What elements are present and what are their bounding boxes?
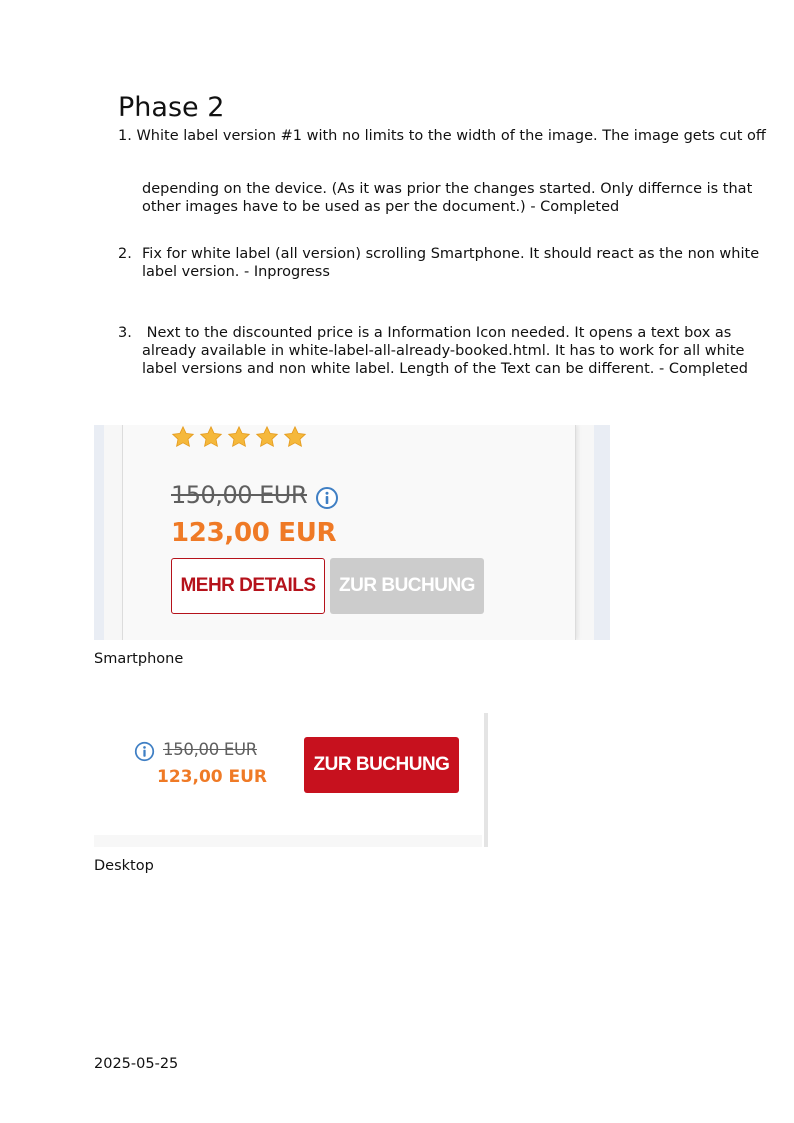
screenshot-edge [576,425,594,640]
old-price: 150,00 EUR [163,740,257,759]
page-heading: Phase 2 [118,92,225,123]
screenshot-edge [94,835,482,847]
list-item-1-text: White label version #1 with no limits to the width of the image. The image gets cut off [136,128,766,144]
info-icon[interactable] [134,741,155,762]
more-details-button[interactable]: MEHR DETAILS [171,558,325,614]
list-item-3-text: Next to the discounted price is a Information Icon needed. It opens a text box as already available in white-label-all-already-booked.html. It has to work for all white label versions and non white label. Length of the Text can be different. - Completed [142,325,750,377]
list-item-1-number: 1. [118,128,132,144]
rating-stars [171,425,307,449]
smartphone-screenshot [94,425,610,640]
screenshot-edge [104,425,122,640]
smartphone-caption: Smartphone [94,651,184,667]
list-item-3-number: 3. [118,325,132,341]
star-icon [255,425,279,449]
star-icon [227,425,251,449]
star-icon [171,425,195,449]
list-item-2-text: Fix for white label (all version) scrolling Smartphone. It should react as the non white label version. - Inprogress [142,246,760,280]
info-icon[interactable] [315,486,339,510]
book-button-disabled[interactable]: ZUR BUCHUNG [330,558,484,614]
list-item-2-number: 2. [118,246,132,262]
star-icon [199,425,223,449]
offer-card [122,425,576,640]
screenshot-edge [484,713,488,847]
discounted-price: 123,00 EUR [171,518,337,548]
old-price: 150,00 EUR [171,481,308,509]
star-icon [283,425,307,449]
desktop-caption: Desktop [94,858,154,874]
book-button[interactable]: ZUR BUCHUNG [304,737,459,793]
discounted-price: 123,00 EUR [157,767,268,787]
list-item-1-continuation: depending on the device. (As it was prior the changes started. Only differnce is that other images have to be used as per the document.) - Completed [142,181,753,215]
footer-date: 2025-05-25 [94,1056,179,1072]
list-item-1-first-line [118,127,778,145]
desktop-screenshot [94,713,494,847]
